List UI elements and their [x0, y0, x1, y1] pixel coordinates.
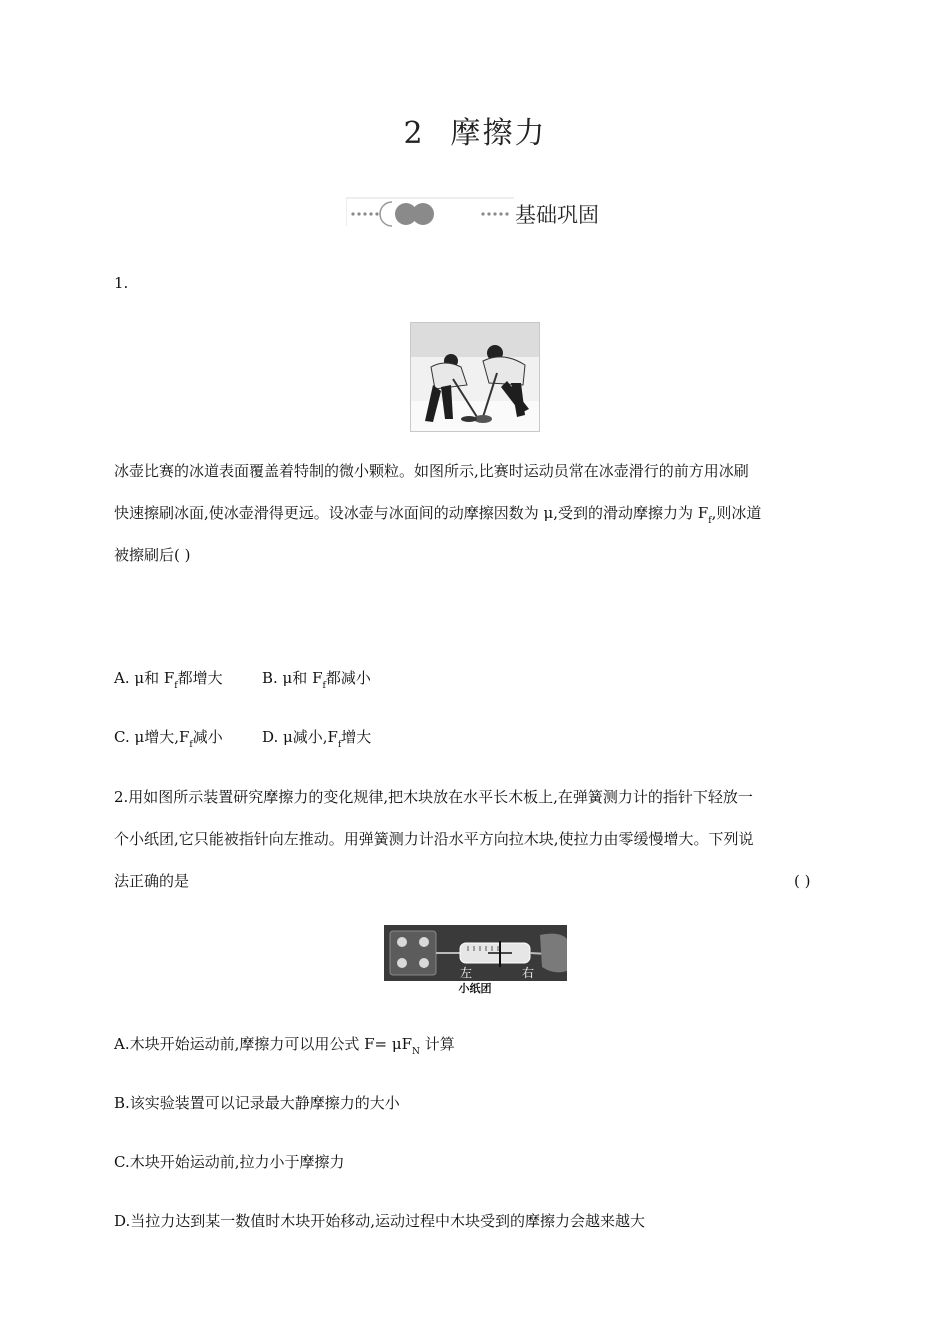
spring-scale-apparatus-illustration: [384, 925, 567, 995]
q1-option-a[interactable]: [114, 667, 223, 691]
q1-option-b-tail: 都减小: [325, 669, 371, 687]
q1-option-a-sub: f: [174, 681, 178, 691]
q1-option-a-tail: 都增大: [177, 669, 223, 687]
q1-stem-line-2: [114, 492, 834, 534]
q1-option-c-tail: 减小: [192, 728, 223, 746]
question-1-stem: [114, 450, 834, 576]
q1-option-b-text: B. μ和 F: [262, 669, 323, 687]
q1-option-c[interactable]: [114, 726, 223, 750]
q2-option-d[interactable]: D.当拉力达到某一数值时木块开始移动,运动过程中木块受到的摩擦力会越来越大: [114, 1212, 646, 1230]
q1-option-b-sub: f: [322, 681, 326, 691]
q1-option-a-text: A. μ和 F: [114, 669, 175, 687]
q1-stem-line-2-text: 快速擦刷冰面,使冰壶滑得更远。设冰壶与冰面间的动摩擦因数为 μ,受到的滑动摩擦力为 F: [114, 504, 709, 522]
question-1-number: 1.: [114, 274, 129, 292]
q2-stem-line-1: 2.用如图所示装置研究摩擦力的变化规律,把木块放在水平长木板上,在弹簧测力计的指针下轻放一: [114, 788, 753, 806]
q1-stem-line-1: 冰壶比赛的冰道表面覆盖着特制的微小颗粒。如图所示,比赛时运动员常在冰壶滑行的前方用冰刷: [114, 462, 749, 480]
q2-stem-line-2: 个小纸团,它只能被指针向左推动。用弹簧测力计沿水平方向拉木块,使拉力由零缓慢增大。下列说: [114, 830, 754, 848]
q2-answer-bracket: ( ): [794, 872, 811, 890]
figure-caption: 小纸团: [458, 982, 492, 995]
q2-stem-line-3: 法正确的是: [114, 872, 190, 890]
q1-stem-line-2-tail: ,则冰道: [711, 504, 762, 522]
q1-stem-subscript: f: [708, 516, 712, 526]
q2-option-a-tail: 计算: [419, 1035, 455, 1053]
question-2-stem: [114, 776, 844, 902]
q2-option-a-sub: N: [412, 1047, 420, 1057]
spring-scale-left-label: 左: [460, 966, 473, 980]
q1-option-d-sub: f: [337, 740, 342, 750]
q2-option-c[interactable]: C.木块开始运动前,拉力小于摩擦力: [114, 1153, 345, 1171]
title-text: 摩擦力: [450, 116, 547, 151]
q1-option-d-text: D. μ减小,F: [262, 728, 338, 746]
page-title: [0, 108, 950, 152]
q2-option-b[interactable]: B.该实验装置可以记录最大静摩擦力的大小: [114, 1094, 400, 1112]
spring-scale-right-label: 右: [522, 966, 535, 980]
curling-players-illustration: [411, 323, 539, 431]
q1-option-d-tail: 增大: [341, 728, 372, 746]
q1-option-c-sub: f: [189, 740, 193, 750]
q1-stem-line-3: 被擦刷后( ): [114, 546, 191, 564]
q2-option-a[interactable]: [114, 1033, 455, 1057]
section-label: 基础巩固: [515, 203, 599, 227]
q1-option-d[interactable]: [262, 726, 372, 750]
q2-option-a-text: A.木块开始运动前,摩擦力可以用公式 F= μF: [114, 1035, 413, 1053]
q1-option-b[interactable]: [262, 667, 371, 691]
title-number: 2: [403, 116, 425, 151]
curling-photo: [410, 322, 540, 432]
q1-option-c-text: C. μ增大,F: [114, 728, 190, 746]
spring-scale-photo: [384, 925, 567, 995]
